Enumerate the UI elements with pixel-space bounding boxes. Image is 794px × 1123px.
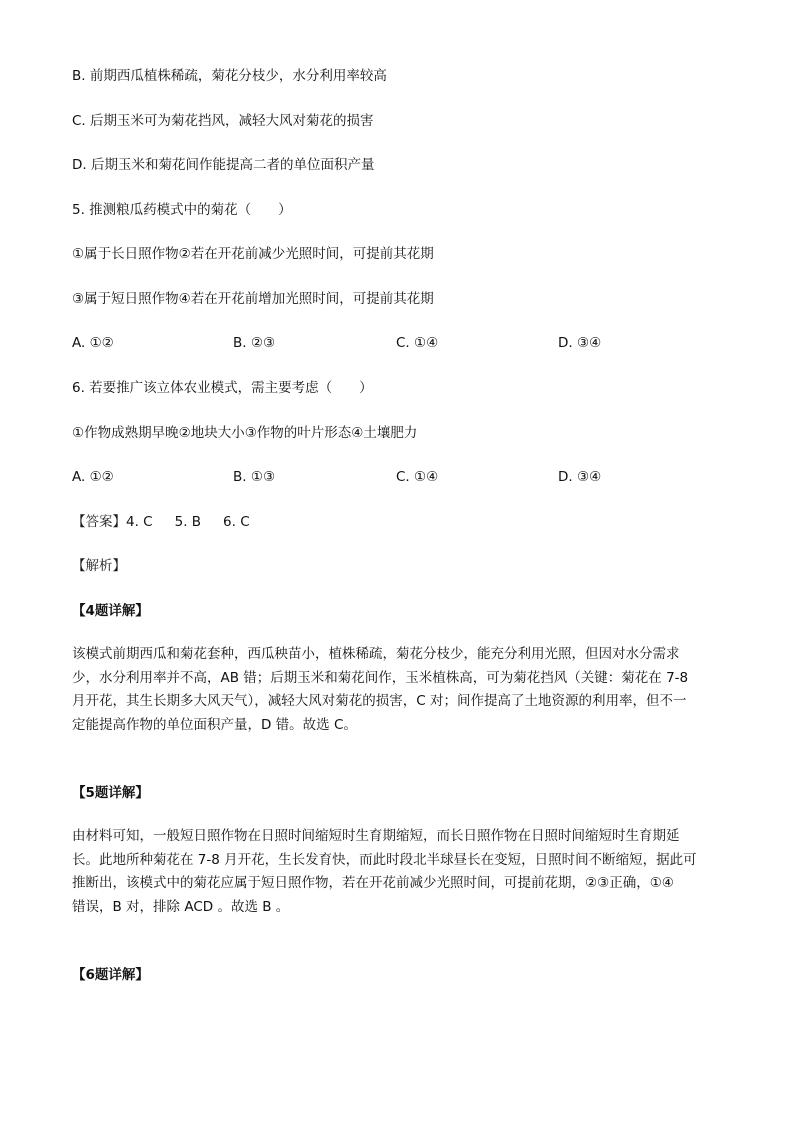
q5-option-d: D. ③④ [558, 335, 602, 351]
q5-option-a: A. ①② [72, 335, 114, 351]
detail-4-line-3: 月开花，其生长期多大风天气），减轻大风对菊花的损害，C 对；间作提高了土地资源的利用率，但不一 [72, 693, 687, 709]
q6-option-b: B. ①③ [233, 469, 276, 485]
detail-4-line-1: 该模式前期西瓜和菊花套种，西瓜秧苗小，植株稀疏，菊花分枝少，能充分利用光照，但因对水分需求 [72, 646, 680, 662]
q5-stem: 5. 推测粮瓜药模式中的菊花（ ） [72, 202, 292, 218]
detail-5-line-1: 由材料可知，一般短日照作物在日照时间缩短时生育期缩短，而长日照作物在日照时间缩短时生育期延 [72, 828, 680, 844]
detail-4-line-4: 定能提高作物的单位面积产量，D 错。故选 C。 [72, 716, 357, 733]
detail-5-title: 【5题详解】 [72, 785, 149, 801]
answer-line [72, 513, 272, 531]
detail-5-paragraph [72, 825, 722, 919]
answer-item-6: 6. C [223, 514, 250, 530]
q6-statement-1: ①作物成熟期早晚②地块大小③作物的叶片形态④土壤肥力 [72, 425, 418, 441]
answer-item-5: 5. B [174, 514, 202, 530]
answer-label: 【答案】 [72, 514, 126, 530]
q5-option-b: B. ②③ [233, 335, 276, 351]
answer-item-4: 4. C [126, 514, 153, 530]
detail-4-paragraph [72, 643, 722, 737]
q5-option-c: C. ①④ [396, 335, 439, 351]
detail-5-line-4: 错误，B 对，排除 ACD 。故选 B 。 [72, 898, 290, 915]
q5-statement-1: ①属于长日照作物②若在开花前减少光照时间，可提前其花期 [72, 246, 434, 262]
q6-stem: 6. 若要推广该立体农业模式，需主要考虑（ ） [72, 380, 373, 396]
detail-6-title: 【6题详解】 [72, 967, 149, 983]
detail-4-title: 【4题详解】 [72, 603, 149, 619]
detail-5-line-3: 推断出，该模式中的菊花应属于短日照作物，若在开花前减少光照时间，可提前花期，②③正确，①④ [72, 875, 674, 891]
q4-option-b: B. 前期西瓜植株稀疏，菊花分枝少，水分利用率较高 [72, 68, 387, 84]
detail-5-line-2: 长。此地所种菊花在 7-8 月开花，生长发育快，而此时段北半球昼长在变短，日照时间不断缩短，据此可 [72, 851, 697, 868]
q5-statement-2: ③属于短日照作物④若在开花前增加光照时间，可提前其花期 [72, 291, 434, 307]
q6-option-a: A. ①② [72, 469, 114, 485]
q6-option-d: D. ③④ [558, 469, 602, 485]
detail-4-line-2: 少，水分利用率并不高，AB 错；后期玉米和菊花间作，玉米植株高，可为菊花挡风（关键：菊花在 7-8 [72, 669, 689, 686]
q4-option-d: D. 后期玉米和菊花间作能提高二者的单位面积产量 [72, 157, 375, 173]
q4-option-c: C. 后期玉米可为菊花挡风，减轻大风对菊花的损害 [72, 113, 374, 129]
analysis-label: 【解析】 [72, 558, 126, 574]
q6-option-c: C. ①④ [396, 469, 439, 485]
